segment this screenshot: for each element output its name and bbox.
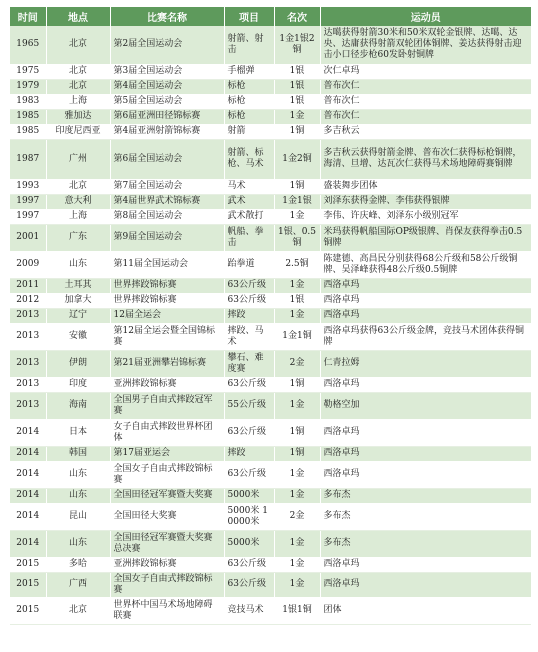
header-item: 项目: [224, 7, 274, 26]
cell-item: 63公斤级: [224, 377, 274, 392]
cell-event: 全国男子自由式摔跤冠军赛: [110, 392, 224, 419]
table-row: [10, 488, 531, 503]
cell-event: 第6届亚洲田径锦标赛: [110, 109, 224, 124]
cell-item: 竞技马术: [224, 597, 274, 624]
cell-rank: 1金: [274, 278, 320, 293]
cell-item: 5000米: [224, 530, 274, 557]
cell-event: 世界摔跤锦标赛: [110, 278, 224, 293]
cell-item: 标枪: [224, 94, 274, 109]
cell-item: 63公斤级: [224, 572, 274, 597]
header-year: 时间: [10, 7, 46, 26]
cell-rank: 1金1银: [274, 194, 320, 209]
cell-athletes: 多吉秋云获得射箭金牌、普布次仁获得标枪铜牌，海清、旦增、达瓦次仁获得马术场地障碍赛铜牌: [320, 139, 531, 179]
cell-year: 1987: [10, 139, 46, 179]
cell-event: 第4届世界武术锦标赛: [110, 194, 224, 209]
cell-item: 摔跤: [224, 308, 274, 323]
cell-event: 全国田径大奖赛: [110, 503, 224, 530]
cell-place: 山东: [46, 530, 110, 557]
cell-place: 印度: [46, 377, 110, 392]
cell-athletes: 达噶获得射箭30米和50米双轮金银牌、达噶、达央、达庸获得射箭双轮团体铜牌、姜达获得射击迎击小口径步枪60发卧射铜牌: [320, 26, 531, 64]
cell-rank: 1金: [274, 530, 320, 557]
cell-event: 第6届全国运动会: [110, 139, 224, 179]
cell-year: 1985: [10, 109, 46, 124]
cell-athletes: 西洛卓玛: [320, 278, 531, 293]
table-row: [10, 224, 531, 251]
cell-place: 山东: [46, 488, 110, 503]
cell-item: 55公斤级: [224, 392, 274, 419]
cell-place: 辽宁: [46, 308, 110, 323]
cell-year: 2009: [10, 251, 46, 278]
cell-athletes: 普布次仁: [320, 109, 531, 124]
cell-event: 世界摔跤锦标赛: [110, 293, 224, 308]
cell-year: 2014: [10, 530, 46, 557]
cell-rank: 1金: [274, 109, 320, 124]
cell-event: 第9届全国运动会: [110, 224, 224, 251]
table-row: [10, 377, 531, 392]
cell-place: 印度尼西亚: [46, 124, 110, 139]
cell-place: 意大利: [46, 194, 110, 209]
cell-athletes: 刘泽东获得金牌、李伟获得银牌: [320, 194, 531, 209]
table-row: [10, 209, 531, 224]
cell-athletes: 米玛获得帆船国际OP级银牌、肖保友获得拳击0.5铜牌: [320, 224, 531, 251]
table-row: [10, 446, 531, 461]
cell-item: 摔跤、马术: [224, 323, 274, 350]
cell-event: 全国女子自由式摔跤锦标赛: [110, 572, 224, 597]
header-row: [10, 7, 531, 26]
cell-year: 2013: [10, 350, 46, 377]
table-row: [10, 419, 531, 446]
cell-rank: 1银、0.5铜: [274, 224, 320, 251]
cell-rank: 1铜: [274, 124, 320, 139]
cell-place: 韩国: [46, 446, 110, 461]
cell-year: 2014: [10, 488, 46, 503]
table-row: [10, 293, 531, 308]
cell-event: 第21届亚洲攀岩锦标赛: [110, 350, 224, 377]
cell-rank: 1金: [274, 557, 320, 572]
table-row: [10, 572, 531, 597]
cell-item: 帆船、拳击: [224, 224, 274, 251]
cell-year: 1985: [10, 124, 46, 139]
cell-item: 摔跤: [224, 446, 274, 461]
cell-event: 女子自由式摔跤世界杯团体: [110, 419, 224, 446]
cell-event: 第17届亚运会: [110, 446, 224, 461]
table-row: [10, 124, 531, 139]
cell-year: 1997: [10, 194, 46, 209]
cell-item: 5000米: [224, 488, 274, 503]
cell-rank: 1铜: [274, 377, 320, 392]
cell-item: 射箭: [224, 124, 274, 139]
cell-item: 5000米 10000米: [224, 503, 274, 530]
cell-athletes: 西洛卓玛: [320, 293, 531, 308]
cell-event: 第2届全国运动会: [110, 26, 224, 64]
cell-rank: 1金: [274, 392, 320, 419]
cell-athletes: 普布次仁: [320, 79, 531, 94]
cell-event: 第3届全国运动会: [110, 64, 224, 79]
cell-place: 上海: [46, 94, 110, 109]
table-row: [10, 194, 531, 209]
cell-rank: 2.5铜: [274, 251, 320, 278]
cell-event: 第4届亚洲射箭锦标赛: [110, 124, 224, 139]
cell-event: 第4届全国运动会: [110, 79, 224, 94]
table-row: [10, 109, 531, 124]
cell-place: 伊朗: [46, 350, 110, 377]
cell-place: 昆山: [46, 503, 110, 530]
cell-item: 跆拳道: [224, 251, 274, 278]
cell-place: 山东: [46, 461, 110, 488]
cell-event: 第11届全国运动会: [110, 251, 224, 278]
table-row: [10, 308, 531, 323]
cell-athletes: 勒格空加: [320, 392, 531, 419]
cell-athletes: 李伟、许庆峰、刘泽东小级别冠军: [320, 209, 531, 224]
cell-item: 63公斤级: [224, 557, 274, 572]
cell-year: 2014: [10, 503, 46, 530]
cell-item: 射箭、标枪、马术: [224, 139, 274, 179]
cell-year: 1983: [10, 94, 46, 109]
cell-place: 北京: [46, 26, 110, 64]
cell-rank: 1金: [274, 488, 320, 503]
cell-year: 2001: [10, 224, 46, 251]
cell-athletes: 盛装舞步团体: [320, 179, 531, 194]
cell-place: 日本: [46, 419, 110, 446]
table-row: [10, 503, 531, 530]
cell-place: 广州: [46, 139, 110, 179]
header-place: 地点: [46, 7, 110, 26]
cell-item: 63公斤级: [224, 278, 274, 293]
cell-year: 2014: [10, 461, 46, 488]
cell-place: 北京: [46, 79, 110, 94]
cell-item: 标枪: [224, 79, 274, 94]
cell-event: 全国女子自由式摔跤锦标赛: [110, 461, 224, 488]
cell-item: 手榴弹: [224, 64, 274, 79]
cell-year: 1979: [10, 79, 46, 94]
cell-item: 马术: [224, 179, 274, 194]
cell-athletes: 西洛卓玛: [320, 557, 531, 572]
cell-year: 1965: [10, 26, 46, 64]
cell-athletes: 多布杰: [320, 503, 531, 530]
cell-event: 全国田径冠军赛暨大奖赛总决赛: [110, 530, 224, 557]
cell-event: 世界杯中国马术场地障碍联赛: [110, 597, 224, 624]
cell-rank: 1金1银2铜: [274, 26, 320, 64]
cell-athletes: 西洛卓玛获得63公斤级金牌，竞技马术团体获得铜牌: [320, 323, 531, 350]
table-row: [10, 179, 531, 194]
table-row: [10, 79, 531, 94]
results-table: [10, 7, 531, 625]
cell-event: 全国田径冠军赛暨大奖赛: [110, 488, 224, 503]
table-row: [10, 64, 531, 79]
cell-place: 雅加达: [46, 109, 110, 124]
cell-event: 12届全运会: [110, 308, 224, 323]
cell-athletes: 次仁卓玛: [320, 64, 531, 79]
cell-athletes: 西洛卓玛: [320, 461, 531, 488]
cell-year: 2013: [10, 323, 46, 350]
cell-rank: 1银1铜: [274, 597, 320, 624]
cell-place: 山东: [46, 251, 110, 278]
cell-place: 广西: [46, 572, 110, 597]
cell-rank: 1金: [274, 308, 320, 323]
cell-rank: 1银: [274, 79, 320, 94]
cell-item: 63公斤级: [224, 419, 274, 446]
header-event: 比赛名称: [110, 7, 224, 26]
cell-year: 2013: [10, 308, 46, 323]
cell-item: 63公斤级: [224, 293, 274, 308]
cell-event: 第8届全国运动会: [110, 209, 224, 224]
cell-place: 土耳其: [46, 278, 110, 293]
cell-place: 北京: [46, 597, 110, 624]
cell-year: 2013: [10, 392, 46, 419]
cell-year: 2015: [10, 572, 46, 597]
cell-year: 2012: [10, 293, 46, 308]
cell-athletes: 西洛卓玛: [320, 446, 531, 461]
table-row: [10, 278, 531, 293]
cell-item: 武术散打: [224, 209, 274, 224]
cell-athletes: 普布次仁: [320, 94, 531, 109]
cell-place: 北京: [46, 179, 110, 194]
cell-event: 亚洲摔跤锦标赛: [110, 557, 224, 572]
table-row: [10, 557, 531, 572]
cell-rank: 1金: [274, 572, 320, 597]
cell-event: 第7届全国运动会: [110, 179, 224, 194]
cell-athletes: 仁青拉姆: [320, 350, 531, 377]
table-row: [10, 350, 531, 377]
cell-athletes: 多布杰: [320, 488, 531, 503]
cell-athletes: 西洛卓玛: [320, 572, 531, 597]
cell-item: 武术: [224, 194, 274, 209]
cell-place: 北京: [46, 64, 110, 79]
cell-year: 1993: [10, 179, 46, 194]
cell-year: 2013: [10, 377, 46, 392]
cell-place: 广东: [46, 224, 110, 251]
cell-place: 上海: [46, 209, 110, 224]
table-row: [10, 251, 531, 278]
cell-rank: 1银: [274, 94, 320, 109]
cell-athletes: 陈建德、高昌民分别获得68公斤级和58公斤级铜牌、吴泽峰获得48公斤级0.5铜牌: [320, 251, 531, 278]
cell-item: 63公斤级: [224, 461, 274, 488]
table-row: [10, 26, 531, 64]
header-athletes: 运动员: [320, 7, 531, 26]
header-rank: 名次: [274, 7, 320, 26]
table-row: [10, 461, 531, 488]
cell-athletes: 多吉秋云: [320, 124, 531, 139]
cell-rank: 1铜: [274, 446, 320, 461]
cell-athletes: 团体: [320, 597, 531, 624]
cell-event: 亚洲摔跤锦标赛: [110, 377, 224, 392]
table-row: [10, 392, 531, 419]
table-row: [10, 597, 531, 624]
cell-year: 2014: [10, 446, 46, 461]
cell-athletes: 西洛卓玛: [320, 419, 531, 446]
cell-rank: 1铜: [274, 419, 320, 446]
cell-athletes: 西洛卓玛: [320, 308, 531, 323]
cell-event: 第5届全国运动会: [110, 94, 224, 109]
cell-athletes: 西洛卓玛: [320, 377, 531, 392]
table-row: [10, 530, 531, 557]
cell-rank: 1金: [274, 461, 320, 488]
cell-rank: 1铜: [274, 179, 320, 194]
cell-athletes: 多布杰: [320, 530, 531, 557]
cell-year: 1997: [10, 209, 46, 224]
cell-year: 2014: [10, 419, 46, 446]
cell-rank: 2金: [274, 503, 320, 530]
table-header: [10, 7, 531, 26]
cell-year: 2015: [10, 557, 46, 572]
cell-year: 2015: [10, 597, 46, 624]
table-body: [10, 26, 531, 624]
table-row: [10, 139, 531, 179]
cell-rank: 1银: [274, 64, 320, 79]
cell-place: 多哈: [46, 557, 110, 572]
table-row: [10, 94, 531, 109]
table-row: [10, 323, 531, 350]
cell-rank: 1金: [274, 209, 320, 224]
cell-place: 安徽: [46, 323, 110, 350]
cell-rank: 1金1铜: [274, 323, 320, 350]
cell-item: 攀石、难度赛: [224, 350, 274, 377]
cell-place: 海南: [46, 392, 110, 419]
cell-item: 射箭、射击: [224, 26, 274, 64]
cell-place: 加拿大: [46, 293, 110, 308]
cell-rank: 1金2铜: [274, 139, 320, 179]
cell-rank: 2金: [274, 350, 320, 377]
cell-year: 2011: [10, 278, 46, 293]
cell-item: 标枪: [224, 109, 274, 124]
cell-event: 第12届全运会暨全国锦标赛: [110, 323, 224, 350]
cell-year: 1975: [10, 64, 46, 79]
cell-rank: 1银: [274, 293, 320, 308]
